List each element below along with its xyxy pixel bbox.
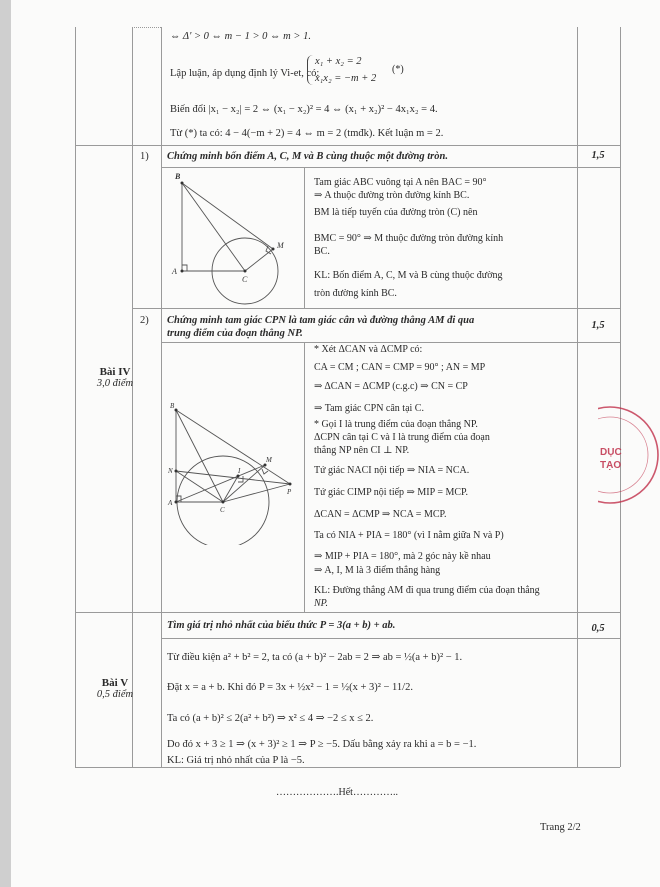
svg-text:I: I (238, 467, 241, 475)
bai-iv-label (77, 366, 153, 389)
part-1-line: BMC = 90° ⇒ M thuộc đường tròn đường kính (314, 233, 504, 244)
star-mark: (*) (392, 64, 404, 75)
bai-v-points: 0,5 điểm (96, 689, 134, 700)
end-marker: ……………….Hết………….. (276, 787, 398, 798)
svg-text:A: A (172, 267, 177, 276)
svg-text:P: P (287, 488, 292, 496)
svg-text:DỤC: DỤC (600, 447, 622, 458)
svg-text:C: C (242, 275, 248, 284)
bai-v-line: KL: Giá trị nhỏ nhất của P là −5. (167, 755, 305, 766)
part-2-line: * Gọi I là trung điểm của đoạn thẳng NP. (314, 419, 478, 430)
part-1-line: BM là tiếp tuyến của đường tròn (C) nên (314, 207, 478, 218)
svg-text:TẠO: TẠO (600, 460, 622, 471)
part-2-line: CA = CM ; CAN = CMP = 90° ; AN = MP (314, 362, 486, 373)
bai-v-line: Từ điều kiện a² + b² = 2, ta có (a + b)² − 2ab = 2 ⇒ ab = ½(a + b)² − 1. (167, 652, 463, 663)
part-2-line: ⇒ ΔCAN = ΔCMP (c.g.c) ⇒ CN = CP (314, 381, 468, 392)
vieta-product: x₁x₂ = −m + 2 (315, 73, 377, 84)
system-brace (307, 55, 314, 85)
bai-v-line: Do đó x + 3 ≥ 1 ⇒ (x + 3)² ≥ 1 ⇒ P ≥ −5. Dấu bằng xảy ra khi a = b = −1. (167, 739, 477, 750)
part-2-line: ΔCAN = ΔCMP ⇒ NCA = MCP. (314, 509, 447, 520)
svg-text:C: C (220, 506, 225, 514)
part-2-line: ⇒ MIP + PIA = 180°, mà 2 góc này kề nhau (314, 551, 491, 562)
bai-v-line: Ta có (a + b)² ≤ 2(a² + b²) ⇒ x² ≤ 4 ⇒ −2 ≤ x ≤ 2. (167, 713, 374, 724)
bai-v-title: Bài V (101, 677, 129, 689)
bai-iv-points: 3,0 điểm (96, 378, 134, 389)
part-1-line: KL: Bốn điểm A, C, M và B cùng thuộc đường (314, 270, 503, 281)
part-1-number: 1) (140, 151, 149, 162)
part-1-line: tròn đường kính BC. (314, 288, 397, 299)
svg-text:B: B (170, 402, 175, 410)
part-1-prompt: Chứng minh bốn điểm A, C, M và B cùng thuộc một đường tròn. (167, 151, 448, 162)
part-2-prompt-line2: trung điểm của đoạn thẳng NP. (167, 328, 303, 339)
part-2-line: KL: Đường thẳng AM đi qua trung điểm của đoạn thẳng (314, 585, 540, 596)
part-2-line: ⇒ Tam giác CPN cân tại C. (314, 403, 424, 414)
stamp-seal-icon (598, 403, 660, 508)
figure-1-diagram (165, 168, 300, 308)
official-stamp (598, 403, 660, 508)
svg-text:M: M (277, 241, 284, 250)
part-2-number: 2) (140, 315, 149, 326)
figure-2-diagram (165, 395, 300, 545)
part-1-line: ⇒ A thuộc đường tròn đường kính BC. (314, 190, 470, 201)
svg-text:N: N (168, 467, 173, 475)
part-1-score: 1,5 (591, 150, 605, 161)
bai-v-score: 0,5 (591, 623, 605, 634)
bai-v-line: Đặt x = a + b. Khi đó P = 3x + ½x² − 1 = ½(x + 3)² − 11/2. (167, 682, 413, 693)
vieta-sum: x₁ + x₂ = 2 (315, 56, 362, 67)
svg-text:B: B (175, 172, 181, 181)
part-2-line: * Xét ΔCAN và ΔCMP có: (314, 344, 423, 355)
bai-v-prompt: Tìm giá trị nhỏ nhất của biểu thức P = 3(a + b) + ab. (167, 620, 396, 631)
part-2-line: Ta có NIA + PIA = 180° (vì I nằm giữa N và P) (314, 530, 504, 541)
part-2-score: 1,5 (591, 320, 605, 331)
part-1-line: Tam giác ABC vuông tại A nên BAC = 90° (314, 177, 487, 188)
conclusion-m: Từ (*) ta có: 4 − 4(−m + 2) = 4 ⇔ m = 2 (tmđk). Kết luận m = 2. (170, 128, 444, 139)
bai-v-label (77, 677, 153, 700)
delta-condition-line: ⇔ Δ' > 0 ⇔ m − 1 > 0 ⇔ m > 1. (170, 31, 311, 42)
svg-text:M: M (266, 456, 272, 464)
part-2-line: ⇒ A, I, M là 3 điểm thẳng hàng (314, 565, 441, 576)
scan-edge (0, 0, 11, 887)
part-2-line: ΔCPN cân tại C và I là trung điểm của đoạn (314, 432, 490, 443)
bai-iv-title: Bài IV (99, 366, 131, 378)
transform-line: Biến đổi |x₁ − x₂| = 2 ⇔ (x₁ − x₂)² = 4 ⇔ (x₁ + x₂)² − 4x₁x₂ = 4. (170, 104, 438, 115)
page-number: Trang 2/2 (540, 822, 581, 833)
part-1-line: BC. (314, 246, 330, 257)
part-2-line: Tứ giác NACI nội tiếp ⇒ NIA = NCA. (314, 465, 470, 476)
part-2-prompt-line1: Chứng minh tam giác CPN là tam giác cân và đường thẳng AM đi qua (167, 315, 475, 326)
svg-text:A: A (168, 499, 173, 507)
part-2-line: NP. (314, 598, 328, 609)
part-2-line: thẳng NP nên CI ⊥ NP. (314, 445, 410, 456)
vieta-intro: Lập luận, áp dụng định lý Vi-et, có: (170, 68, 320, 79)
part-2-line: Tứ giác CIMP nội tiếp ⇒ MIP = MCP. (314, 487, 468, 498)
